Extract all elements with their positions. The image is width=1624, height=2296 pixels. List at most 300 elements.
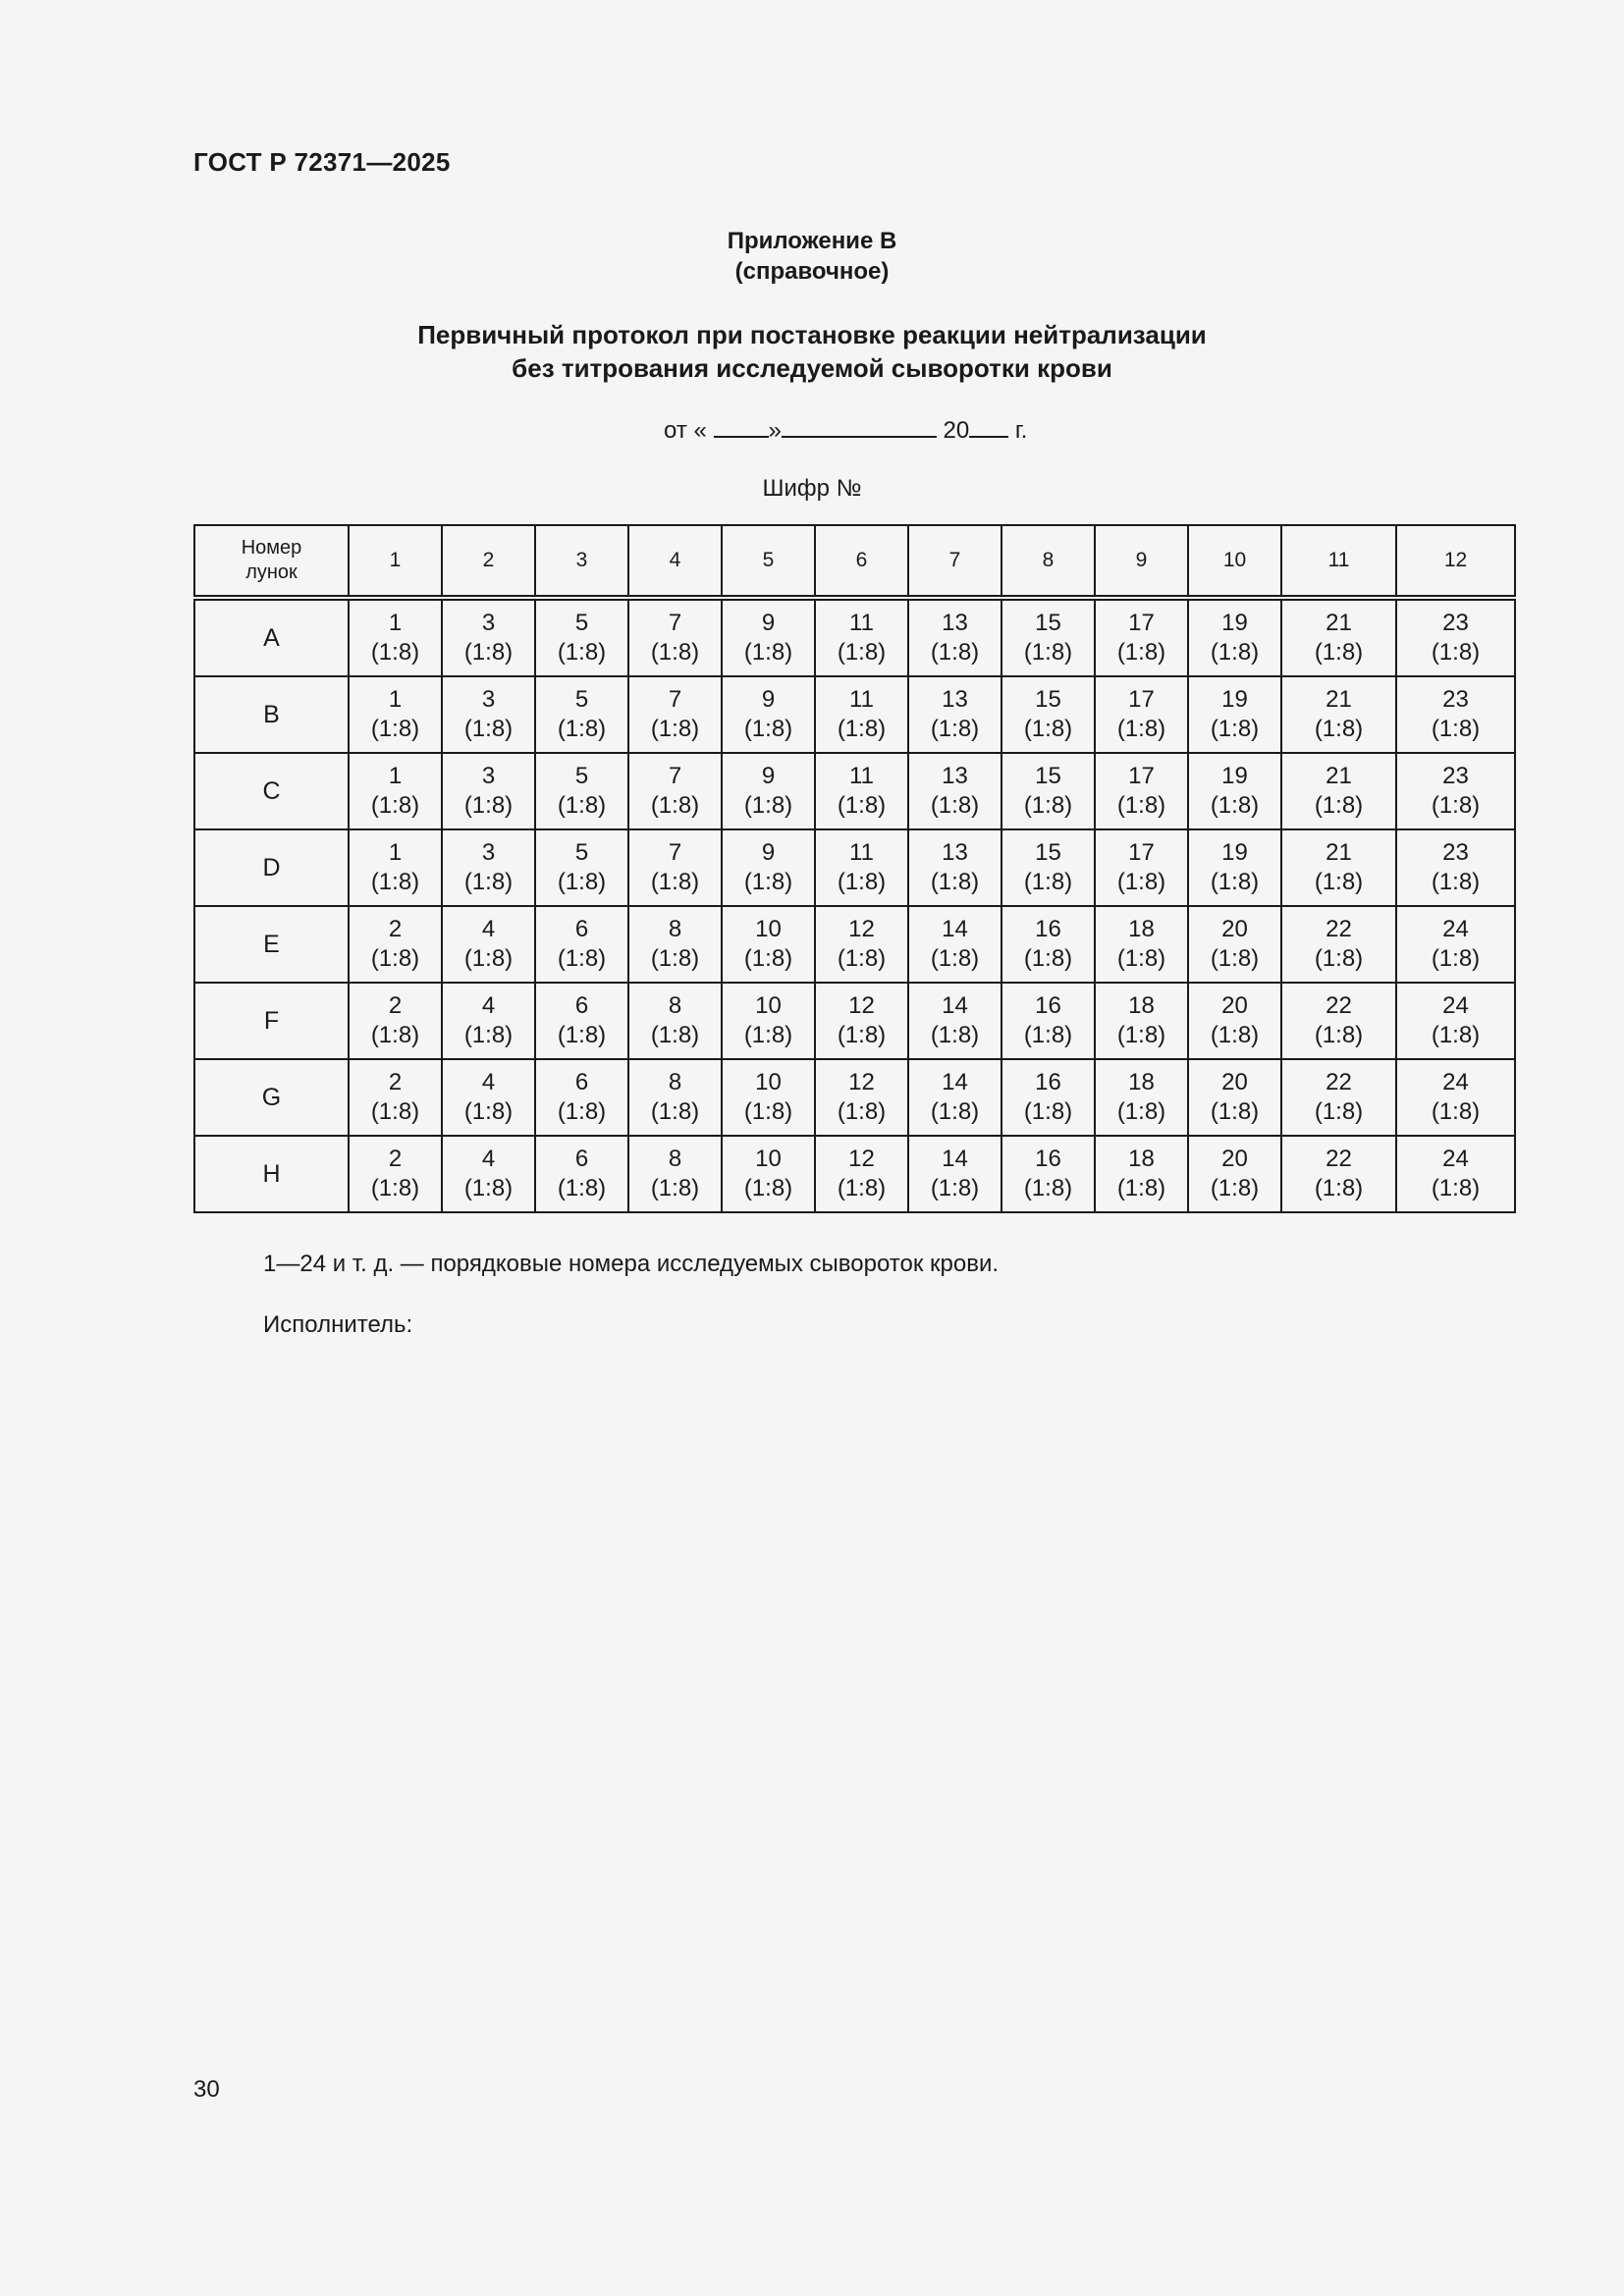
dilution: (1:8)	[650, 1022, 700, 1048]
well-number-header-line-1: Номер	[241, 537, 302, 559]
well-cell	[1281, 598, 1396, 676]
well-cell	[722, 1136, 815, 1212]
dilution: (1:8)	[557, 869, 607, 895]
column-header-9: 9	[1095, 525, 1188, 598]
serum-number: 10	[755, 992, 782, 1019]
serum-number: 12	[848, 1069, 875, 1095]
serum-number: 7	[668, 686, 682, 713]
dilution: (1:8)	[463, 1022, 514, 1048]
well-cell	[442, 829, 535, 906]
dilution: (1:8)	[1023, 1098, 1073, 1125]
dilution: (1:8)	[1431, 945, 1481, 972]
well-cell	[535, 906, 628, 983]
dilution: (1:8)	[1116, 792, 1166, 819]
dilution: (1:8)	[370, 1175, 420, 1201]
well-cell	[1001, 1136, 1095, 1212]
well-cell	[535, 983, 628, 1059]
well-cell	[908, 829, 1001, 906]
dilution: (1:8)	[743, 869, 793, 895]
well-cell	[1001, 983, 1095, 1059]
serum-number: 20	[1221, 1146, 1248, 1172]
dilution: (1:8)	[650, 1098, 700, 1125]
dilution: (1:8)	[1023, 869, 1073, 895]
serum-number: 20	[1221, 916, 1248, 942]
serum-number: 24	[1442, 992, 1469, 1019]
well-cell	[349, 983, 442, 1059]
column-header-2: 2	[442, 525, 535, 598]
serum-number: 19	[1221, 686, 1248, 713]
serum-number: 22	[1326, 916, 1352, 942]
serum-number: 12	[848, 916, 875, 942]
well-cell	[442, 1059, 535, 1136]
serum-number: 3	[481, 610, 496, 636]
well-cell	[1188, 1136, 1281, 1212]
dilution: (1:8)	[463, 716, 514, 742]
dilution: (1:8)	[1431, 1022, 1481, 1048]
table-row	[194, 829, 1515, 906]
serum-number: 13	[942, 839, 968, 866]
appendix-type: (справочное)	[734, 258, 890, 285]
serum-number: 4	[481, 1069, 496, 1095]
serum-number: 7	[668, 763, 682, 789]
serum-number: 15	[1035, 686, 1061, 713]
serum-number: 1	[388, 610, 403, 636]
column-header-12: 12	[1396, 525, 1515, 598]
well-cell	[1396, 753, 1515, 829]
dilution: (1:8)	[1314, 1175, 1364, 1201]
well-cell	[815, 906, 908, 983]
serum-number: 23	[1442, 763, 1469, 789]
dilution: (1:8)	[370, 1022, 420, 1048]
dilution: (1:8)	[1314, 945, 1364, 972]
serum-number: 20	[1221, 1069, 1248, 1095]
dilution: (1:8)	[1023, 945, 1073, 972]
dilution: (1:8)	[1116, 1175, 1166, 1201]
well-cell	[1001, 1059, 1095, 1136]
dilution: (1:8)	[463, 1098, 514, 1125]
serum-number: 14	[942, 1146, 968, 1172]
protocol-title-line-1: Первичный протокол при постановке реакции нейтрализации	[417, 320, 1207, 349]
well-cell	[1188, 676, 1281, 753]
table-header-row	[194, 525, 1515, 598]
serum-number: 22	[1326, 992, 1352, 1019]
well-cell	[908, 676, 1001, 753]
serum-number: 24	[1442, 916, 1469, 942]
column-header-8: 8	[1001, 525, 1095, 598]
well-cell	[349, 1059, 442, 1136]
serum-number: 17	[1128, 610, 1155, 636]
well-cell	[1095, 1136, 1188, 1212]
well-cell	[815, 1059, 908, 1136]
serum-number: 16	[1035, 992, 1061, 1019]
document-standard-number: ГОСТ Р 72371—2025	[193, 147, 451, 177]
date-prefix: от «	[664, 417, 707, 444]
column-header-7: 7	[908, 525, 1001, 598]
dilution: (1:8)	[743, 1022, 793, 1048]
well-cell	[722, 676, 815, 753]
dilution: (1:8)	[1210, 1175, 1260, 1201]
well-cell	[628, 829, 722, 906]
dilution: (1:8)	[930, 869, 980, 895]
appendix-label: Приложение В	[727, 228, 897, 254]
table-row	[194, 676, 1515, 753]
dilution: (1:8)	[837, 1175, 887, 1201]
serum-number: 11	[849, 610, 874, 636]
well-cell	[1188, 906, 1281, 983]
dilution: (1:8)	[837, 716, 887, 742]
well-cell	[1188, 1059, 1281, 1136]
serum-number: 3	[481, 763, 496, 789]
dilution: (1:8)	[1023, 1022, 1073, 1048]
serum-number: 22	[1326, 1146, 1352, 1172]
well-cell	[1001, 906, 1095, 983]
serum-number: 17	[1128, 686, 1155, 713]
dilution: (1:8)	[650, 716, 700, 742]
dilution: (1:8)	[557, 792, 607, 819]
dilution: (1:8)	[1210, 639, 1260, 666]
dilution: (1:8)	[1023, 1175, 1073, 1201]
date-year-suffix: г.	[1014, 417, 1028, 444]
well-cell	[1396, 676, 1515, 753]
dilution: (1:8)	[743, 945, 793, 972]
serum-number: 19	[1221, 839, 1248, 866]
dilution: (1:8)	[743, 792, 793, 819]
serum-number: 2	[388, 1069, 403, 1095]
serum-number: 2	[388, 1146, 403, 1172]
dilution: (1:8)	[1210, 716, 1260, 742]
dilution: (1:8)	[463, 1175, 514, 1201]
column-header-10: 10	[1188, 525, 1281, 598]
well-cell	[1396, 1136, 1515, 1212]
well-cell	[1396, 598, 1515, 676]
well-cell	[1095, 1059, 1188, 1136]
serum-number: 23	[1442, 839, 1469, 866]
dilution: (1:8)	[930, 792, 980, 819]
dilution: (1:8)	[837, 945, 887, 972]
dilution: (1:8)	[1023, 792, 1073, 819]
dilution: (1:8)	[743, 1175, 793, 1201]
well-cell	[535, 829, 628, 906]
dilution: (1:8)	[557, 1022, 607, 1048]
dilution: (1:8)	[837, 869, 887, 895]
well-cell	[815, 1136, 908, 1212]
well-cell	[815, 676, 908, 753]
well-cell	[1095, 983, 1188, 1059]
dilution: (1:8)	[743, 639, 793, 666]
dilution: (1:8)	[370, 869, 420, 895]
well-cell	[1001, 598, 1095, 676]
serum-number: 11	[849, 839, 874, 866]
dilution: (1:8)	[463, 869, 514, 895]
dilution: (1:8)	[1431, 1175, 1481, 1201]
serum-number: 9	[761, 686, 776, 713]
well-cell	[1188, 983, 1281, 1059]
serum-number: 5	[574, 763, 589, 789]
row-label-A: A	[194, 598, 349, 676]
serum-number: 16	[1035, 1146, 1061, 1172]
well-cell	[1001, 676, 1095, 753]
serum-number: 2	[388, 916, 403, 942]
well-cell	[628, 1059, 722, 1136]
well-cell	[349, 676, 442, 753]
dilution: (1:8)	[1023, 639, 1073, 666]
column-header-6: 6	[815, 525, 908, 598]
dilution: (1:8)	[650, 639, 700, 666]
dilution: (1:8)	[1116, 639, 1166, 666]
well-cell	[628, 906, 722, 983]
serum-number: 18	[1128, 1146, 1155, 1172]
serum-number: 8	[668, 1069, 682, 1095]
well-cell	[1095, 829, 1188, 906]
serum-number: 13	[942, 610, 968, 636]
dilution: (1:8)	[1431, 1098, 1481, 1125]
row-label-C: C	[194, 753, 349, 829]
serum-number: 17	[1128, 763, 1155, 789]
serum-number: 12	[848, 992, 875, 1019]
serum-number: 1	[388, 686, 403, 713]
serum-number: 19	[1221, 610, 1248, 636]
serum-number: 18	[1128, 916, 1155, 942]
dilution: (1:8)	[1314, 639, 1364, 666]
dilution: (1:8)	[743, 1098, 793, 1125]
page-number: 30	[193, 2076, 220, 2103]
dilution: (1:8)	[463, 945, 514, 972]
well-cell	[1281, 906, 1396, 983]
well-cell	[442, 983, 535, 1059]
date-year-prefix: 20	[943, 417, 970, 444]
dilution: (1:8)	[1210, 1098, 1260, 1125]
dilution: (1:8)	[650, 792, 700, 819]
well-cell	[1281, 676, 1396, 753]
serum-number: 13	[942, 686, 968, 713]
table-row	[194, 1136, 1515, 1212]
date-month-blank	[782, 414, 937, 438]
well-cell	[1095, 906, 1188, 983]
column-header-3: 3	[535, 525, 628, 598]
serum-number: 8	[668, 1146, 682, 1172]
dilution: (1:8)	[1210, 945, 1260, 972]
serum-number: 1	[388, 763, 403, 789]
serum-number: 20	[1221, 992, 1248, 1019]
dilution: (1:8)	[370, 716, 420, 742]
table-row	[194, 753, 1515, 829]
dilution: (1:8)	[557, 639, 607, 666]
serum-number: 10	[755, 1146, 782, 1172]
dilution: (1:8)	[1210, 792, 1260, 819]
row-label-E: E	[194, 906, 349, 983]
date-day-blank	[714, 414, 769, 438]
dilution: (1:8)	[1116, 716, 1166, 742]
executor-label: Исполнитель:	[263, 1311, 413, 1338]
well-cell	[722, 906, 815, 983]
column-header-4: 4	[628, 525, 722, 598]
well-cell	[908, 598, 1001, 676]
dilution: (1:8)	[743, 716, 793, 742]
dilution: (1:8)	[1116, 1022, 1166, 1048]
dilution: (1:8)	[463, 792, 514, 819]
serum-number: 5	[574, 686, 589, 713]
serum-number: 13	[942, 763, 968, 789]
serum-number: 11	[849, 763, 874, 789]
well-cell	[908, 906, 1001, 983]
serum-number: 14	[942, 992, 968, 1019]
serum-number: 21	[1326, 610, 1352, 636]
serum-number: 19	[1221, 763, 1248, 789]
table-row	[194, 983, 1515, 1059]
well-cell	[908, 1136, 1001, 1212]
dilution: (1:8)	[650, 869, 700, 895]
serum-number: 3	[481, 686, 496, 713]
well-cell	[442, 598, 535, 676]
serum-number: 15	[1035, 610, 1061, 636]
dilution: (1:8)	[1023, 716, 1073, 742]
serum-number: 22	[1326, 1069, 1352, 1095]
well-cell	[1396, 983, 1515, 1059]
serum-number: 9	[761, 839, 776, 866]
dilution: (1:8)	[463, 639, 514, 666]
dilution: (1:8)	[930, 716, 980, 742]
dilution: (1:8)	[1431, 639, 1481, 666]
well-cell	[1396, 906, 1515, 983]
well-cell	[349, 598, 442, 676]
well-number-header	[194, 525, 349, 598]
well-cell	[535, 1136, 628, 1212]
serum-number: 6	[574, 1146, 589, 1172]
row-label-D: D	[194, 829, 349, 906]
dilution: (1:8)	[930, 1175, 980, 1201]
dilution: (1:8)	[1314, 1022, 1364, 1048]
serum-number: 21	[1326, 686, 1352, 713]
well-cell	[1281, 829, 1396, 906]
well-cell	[442, 753, 535, 829]
date-year-blank	[969, 414, 1008, 438]
serum-number: 6	[574, 992, 589, 1019]
well-cell	[908, 753, 1001, 829]
well-cell	[442, 1136, 535, 1212]
well-cell	[815, 983, 908, 1059]
serum-number: 4	[481, 916, 496, 942]
dilution: (1:8)	[1314, 792, 1364, 819]
well-cell	[1188, 598, 1281, 676]
well-cell	[349, 1136, 442, 1212]
date-line	[664, 414, 1027, 445]
well-cell	[349, 753, 442, 829]
serum-number: 9	[761, 763, 776, 789]
dilution: (1:8)	[1431, 716, 1481, 742]
well-cell	[628, 1136, 722, 1212]
well-cell	[1095, 753, 1188, 829]
dilution: (1:8)	[557, 1175, 607, 1201]
dilution: (1:8)	[650, 945, 700, 972]
well-cell	[908, 1059, 1001, 1136]
well-cell	[722, 598, 815, 676]
well-cell	[1281, 753, 1396, 829]
dilution: (1:8)	[650, 1175, 700, 1201]
dilution: (1:8)	[930, 945, 980, 972]
well-cell	[1001, 753, 1095, 829]
cipher-label: Шифр №	[762, 475, 862, 502]
well-cell	[535, 1059, 628, 1136]
well-cell	[1396, 829, 1515, 906]
well-cell	[815, 829, 908, 906]
serum-number: 17	[1128, 839, 1155, 866]
serum-number: 18	[1128, 1069, 1155, 1095]
dilution: (1:8)	[370, 639, 420, 666]
dilution: (1:8)	[370, 945, 420, 972]
dilution: (1:8)	[1314, 716, 1364, 742]
well-cell	[1281, 1059, 1396, 1136]
well-number-header-line-2: лунок	[245, 561, 298, 583]
dilution: (1:8)	[557, 945, 607, 972]
dilution: (1:8)	[1116, 1098, 1166, 1125]
column-header-5: 5	[722, 525, 815, 598]
serum-number: 5	[574, 839, 589, 866]
dilution: (1:8)	[1116, 945, 1166, 972]
well-cell	[628, 983, 722, 1059]
well-cell	[535, 598, 628, 676]
dilution: (1:8)	[837, 1098, 887, 1125]
well-cell	[815, 753, 908, 829]
dilution: (1:8)	[370, 1098, 420, 1125]
table-row	[194, 906, 1515, 983]
dilution: (1:8)	[837, 639, 887, 666]
serum-number: 4	[481, 992, 496, 1019]
serum-number: 15	[1035, 763, 1061, 789]
dilution: (1:8)	[557, 1098, 607, 1125]
well-cell	[1281, 1136, 1396, 1212]
well-cell	[908, 983, 1001, 1059]
row-label-F: F	[194, 983, 349, 1059]
table-body	[194, 598, 1515, 1212]
appendix-heading	[0, 226, 1624, 287]
column-header-1: 1	[349, 525, 442, 598]
well-cell	[1396, 1059, 1515, 1136]
serum-number: 7	[668, 839, 682, 866]
well-cell	[1281, 983, 1396, 1059]
well-cell	[815, 598, 908, 676]
serum-number: 16	[1035, 1069, 1061, 1095]
dilution: (1:8)	[1431, 792, 1481, 819]
dilution: (1:8)	[1116, 869, 1166, 895]
dilution: (1:8)	[1314, 1098, 1364, 1125]
well-cell	[1188, 753, 1281, 829]
row-label-H: H	[194, 1136, 349, 1212]
serum-number: 4	[481, 1146, 496, 1172]
serum-number: 24	[1442, 1146, 1469, 1172]
serum-number: 12	[848, 1146, 875, 1172]
well-cell	[442, 676, 535, 753]
well-cell	[535, 753, 628, 829]
serum-number: 6	[574, 1069, 589, 1095]
serum-number: 15	[1035, 839, 1061, 866]
well-cell	[628, 598, 722, 676]
well-cell	[535, 676, 628, 753]
serum-number: 5	[574, 610, 589, 636]
well-cell	[722, 983, 815, 1059]
well-cell	[442, 906, 535, 983]
column-header-11: 11	[1281, 525, 1396, 598]
dilution: (1:8)	[837, 792, 887, 819]
serum-number: 2	[388, 992, 403, 1019]
dilution: (1:8)	[1314, 869, 1364, 895]
table-row	[194, 598, 1515, 676]
dilution: (1:8)	[837, 1022, 887, 1048]
serum-number: 1	[388, 839, 403, 866]
dilution: (1:8)	[930, 639, 980, 666]
serum-number: 11	[849, 686, 874, 713]
well-cell	[722, 753, 815, 829]
serum-number: 14	[942, 1069, 968, 1095]
